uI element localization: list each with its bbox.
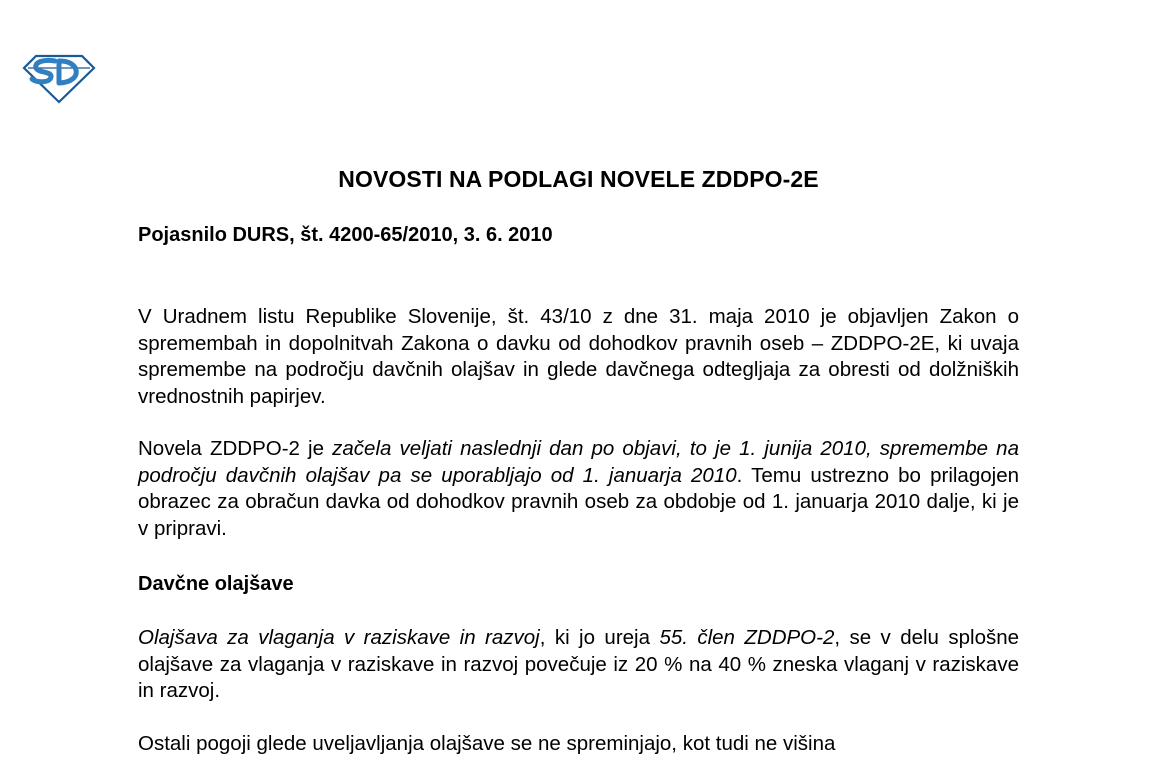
paragraph-3 [138,625,1019,705]
paragraph-2-lead: Novela ZDDPO-2 je [138,437,333,460]
paragraph-3-italic-2: 55. člen ZDDPO-2 [659,626,835,649]
document-title: NOVOSTI NA PODLAGI NOVELE ZDDPO-2E [338,166,819,192]
paragraph-2-italic: začela veljati naslednji dan po objavi, to je 1. junija 2010, spremembe na področju davčnih olajšav pa se uporabljajo od 1. januarja 2010 [138,437,1019,487]
company-logo-icon [22,52,96,104]
section-heading: Davčne olajšave [138,573,294,595]
paragraph-2 [138,436,1019,542]
paragraph-4: Ostali pogoji glede uveljavljanja olajšave se ne spreminjajo, kot tudi ne višina [138,732,836,755]
paragraph-3-italic-1: Olajšava za vlaganja v raziskave in razvoj [138,626,540,649]
company-logo [22,52,96,104]
paragraph-2-rest: . Temu ustrezno bo prilagojen obrazec za obračun davka od dohodkov pravnih oseb za obdobje od 1. januarja 2010 dalje, ki je v pripravi. [138,463,1019,540]
paragraph-3-rest: , se v delu splošne olajšave za vlaganja v raziskave in razvoj povečuje iz 20 % na 40 % zneska vlaganj v raziskave in razvoj. [138,626,1020,702]
document-subtitle: Pojasnilo DURS, št. 4200-65/2010, 3. 6. 2010 [138,224,553,246]
paragraph-3-mid: , ki jo ureja [539,626,660,649]
paragraph-1: V Uradnem listu Republike Slovenije, št. 43/10 z dne 31. maja 2010 je objavljen Zakon o spremembah in dopolnitvah Zakona o davku od dohodkov pravnih oseb – ZDDPO-2E, ki uvaja spremembe na področju davčnih olajšav in glede davčnega odtegljaja za obresti od dolžniških vrednostnih papirjev. [138,305,1019,408]
